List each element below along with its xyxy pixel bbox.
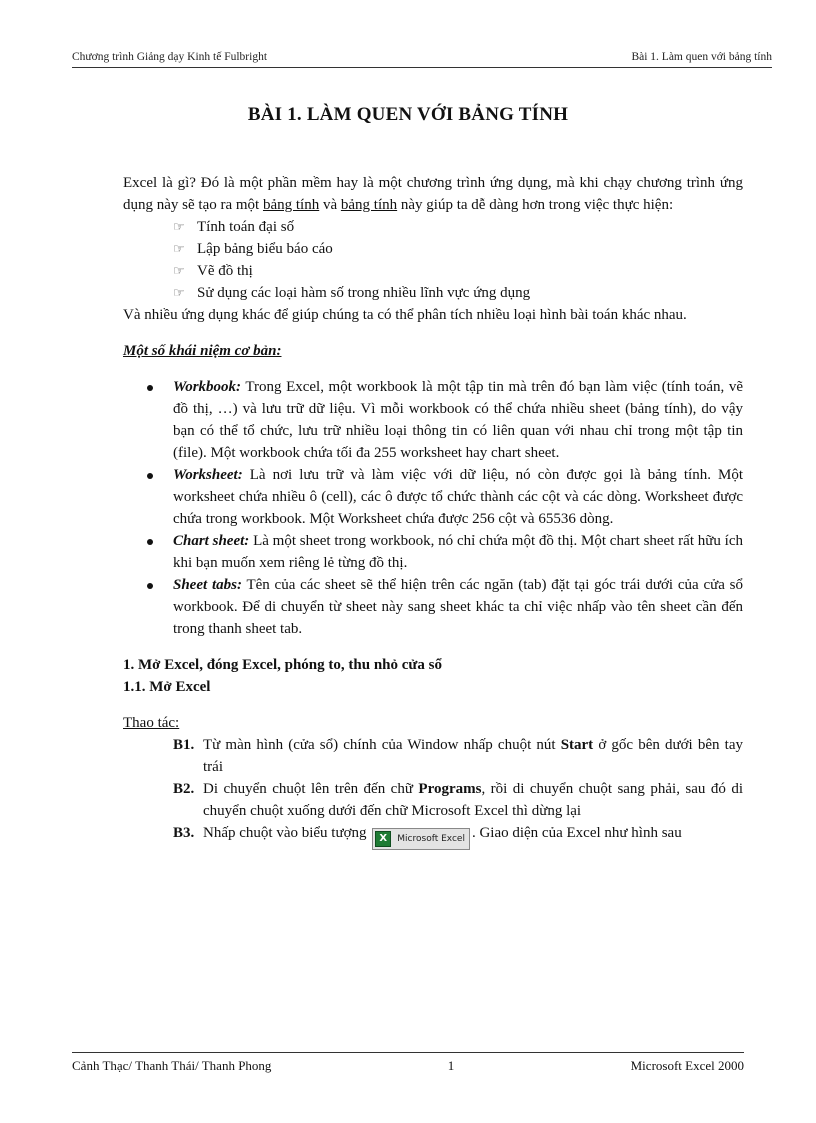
bullet-icon: [147, 385, 153, 391]
running-footer: [72, 1058, 744, 1074]
concept-item: Sheet tabs: Tên của các sheet sẽ thể hiện trên các ngăn (tab) đặt tại góc trái dưới của cửa sổ workbook. Để di chuyển từ sheet này sang sheet khác ta chỉ việc nhấp vào tên sheet cần đến trong thanh sheet tab.: [123, 574, 743, 640]
footer-rule: [72, 1052, 744, 1053]
concept-item: Chart sheet: Là một sheet trong workbook, nó chỉ chứa một đồ thị. Một chart sheet rất hữu ích khi bạn muốn xem riêng lẻ từng đồ thị.: [123, 530, 743, 574]
subsection-heading: 1.1. Mở Excel: [123, 679, 211, 695]
running-header: [72, 51, 772, 63]
pointing-hand-icon: ☞: [173, 219, 185, 234]
pointing-hand-icon: ☞: [173, 263, 185, 278]
concept-item: Workbook: Trong Excel, một workbook là một tập tin mà trên đó bạn làm việc (tính toán, vẽ đồ thị, …) và lưu trữ dữ liệu. Vì mỗi workbook có thể chứa nhiều sheet (bảng tính), do vậy bạn có thể tổ chức, lưu trữ nhiều loại thông tin có liên quan với nhau chỉ trong một tập tin (file). Một workbook chứa tối đa 255 worksheet hay chart sheet.: [123, 376, 743, 464]
list-item: ☞ Tính toán đại số: [123, 216, 743, 238]
step-item: B1. Từ màn hình (cửa sổ) chính của Window nhấp chuột nút Start ở gốc bên dưới bên tay trái: [173, 737, 743, 775]
list-item: ☞ Sử dụng các loại hàm số trong nhiều lĩnh vực ứng dụng: [123, 282, 743, 304]
bullet-icon: [147, 583, 153, 589]
header-left: Chương trình Giảng dạy Kinh tế Fulbright: [72, 51, 268, 63]
pointing-hand-icon: ☞: [173, 241, 185, 256]
list-item: ☞ Lập bảng biểu báo cáo: [123, 238, 743, 260]
concept-item: Worksheet: Là nơi lưu trữ và làm việc với dữ liệu, nó còn được gọi là bảng tính. Một worksheet chứa nhiều ô (cell), các ô được tổ chức thành các cột và các dòng. Worksheet được chứa trong workbook. Một Worksheet chứa được 256 cột và 65536 dòng.: [123, 464, 743, 530]
page-title: BÀI 1. LÀM QUEN VỚI BẢNG TÍNH: [247, 104, 569, 125]
concepts-heading: Một số khái niệm cơ bản:: [123, 343, 282, 359]
step-item: B2. Di chuyển chuột lên trên đến chữ Programs, rồi di chuyển chuột sang phải, sau đó di chuyển chuột xuống dưới đến chữ Microsoft Excel thì dừng lại: [173, 781, 743, 819]
footer-authors: Cảnh Thạc/ Thanh Thái/ Thanh Phong: [72, 1058, 272, 1073]
term-bang-tinh-1: bảng tính: [262, 197, 320, 213]
bullet-icon: [147, 539, 153, 545]
procedure-label: Thao tác:: [123, 715, 180, 731]
intro-closing-paragraph: Và nhiều ứng dụng khác để giúp chúng ta có thể phân tích nhiều loại hình bài toán khác nhau.: [123, 307, 687, 323]
pointing-hand-icon: ☞: [173, 285, 185, 300]
page-number: 1: [447, 1058, 455, 1073]
footer-right: Microsoft Excel 2000: [630, 1058, 744, 1073]
list-item: ☞ Vẽ đồ thị: [123, 260, 743, 282]
header-right: Bài 1. Làm quen với bảng tính: [631, 51, 772, 63]
excel-logo-icon: X: [375, 831, 391, 847]
feature-list: [123, 216, 743, 304]
intro-paragraph: Excel là gì? Đó là một phần mềm hay là một chương trình ứng dụng, mà khi chạy chương trình ứng dụng này sẽ tạo ra một bảng tính và bảng tính này giúp ta dễ dàng hơn trong việc thực hiện:: [123, 175, 743, 213]
body-content: [123, 172, 743, 850]
term-bang-tinh-2: bảng tính: [340, 197, 398, 213]
steps-list: [123, 734, 743, 850]
step-item: B3. Nhấp chuột vào biểu tượng X Microsoft Excel . Giao diện của Excel như hình sau: [123, 822, 743, 850]
header-rule: [72, 67, 772, 68]
microsoft-excel-icon: X Microsoft Excel: [372, 828, 470, 850]
section-heading: 1. Mở Excel, đóng Excel, phóng to, thu nhỏ cửa sổ: [123, 657, 443, 673]
bullet-icon: [147, 473, 153, 479]
concepts-list: [123, 376, 743, 640]
